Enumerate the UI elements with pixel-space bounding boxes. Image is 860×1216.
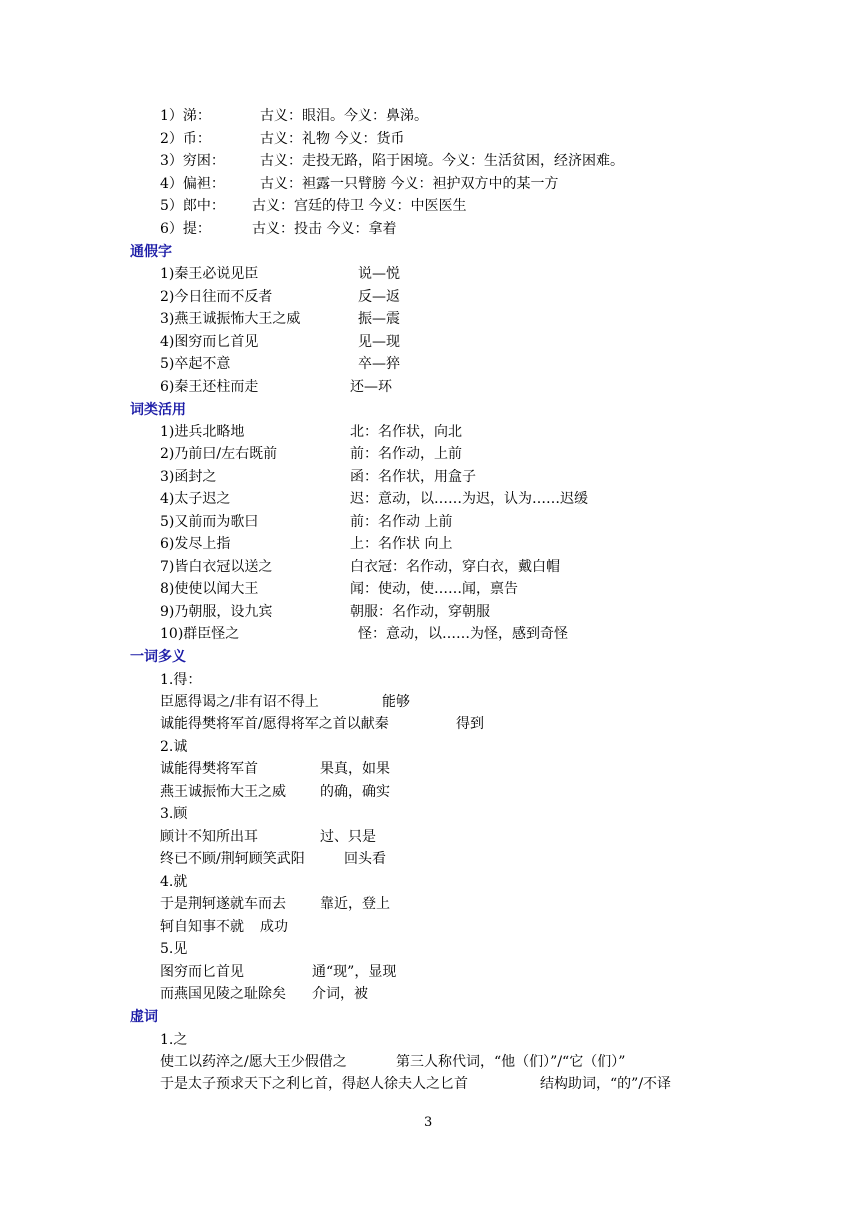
duoyi-text: 于是荆轲遂就车而去 xyxy=(160,896,286,912)
tongjia-item xyxy=(160,264,400,284)
xuci-word: 1.之 xyxy=(160,1032,188,1048)
duoyi-text: 燕王诚振怖大王之威 xyxy=(160,784,286,800)
huoyong-item xyxy=(160,557,560,577)
duoyi-word: 3.顾 xyxy=(160,806,188,822)
xuci-text: 使工以药淬之/愿大王少假借之 xyxy=(160,1054,347,1070)
huoyong-phrase: 8)使使以闻大王 xyxy=(160,581,259,597)
section-heading-duoyi: 一词多义 xyxy=(130,649,186,665)
huoyong-note: 前：名作动 上前 xyxy=(350,514,453,530)
tongjia-item xyxy=(160,309,400,329)
duoyi-row xyxy=(160,827,376,847)
huoyong-note: 闻：使动，使……闻，禀告 xyxy=(350,581,518,597)
duoyi-text: 顾计不知所出耳 xyxy=(160,829,258,845)
duoyi-text: 而燕国见陵之耻除矣 xyxy=(160,986,286,1002)
huoyong-phrase: 3)函封之 xyxy=(160,469,217,485)
duoyi-row xyxy=(160,984,368,1004)
huoyong-note: 白衣冠：名作动，穿白衣，戴白帽 xyxy=(350,559,560,575)
tongjia-item xyxy=(160,332,400,352)
duoyi-meaning: 成功 xyxy=(260,919,288,935)
huoyong-phrase: 2)乃前曰/左右既前 xyxy=(160,446,278,462)
xuci-text: 于是太子预求天下之利匕首，得赵人徐夫人之匕首 xyxy=(160,1076,468,1092)
huoyong-item xyxy=(160,602,490,622)
huoyong-item xyxy=(160,512,453,532)
duoyi-row xyxy=(160,782,390,802)
duoyi-meaning: 回头看 xyxy=(344,851,386,867)
gujin-term: 3）穷困： xyxy=(160,153,225,169)
duoyi-row xyxy=(160,692,410,712)
duoyi-row xyxy=(160,759,390,779)
gujin-term: 2）币： xyxy=(160,131,211,147)
huoyong-note: 朝服：名作动，穿朝服 xyxy=(350,604,490,620)
huoyong-note: 迟：意动，以……为迟，认为……迟缓 xyxy=(350,491,588,507)
duoyi-meaning: 介词，被 xyxy=(312,986,368,1002)
gujin-term: 1）涕： xyxy=(160,108,211,124)
tongjia-note: 说—悦 xyxy=(358,266,400,282)
duoyi-text: 臣愿得谒之/非有诏不得上 xyxy=(160,694,319,710)
duoyi-word: 5.见 xyxy=(160,941,188,957)
duoyi-text: 终已不顾/荆轲顾笑武阳 xyxy=(160,851,305,867)
huoyong-item xyxy=(160,624,568,644)
gujin-def: 古义：眼泪。今义：鼻涕。 xyxy=(260,108,428,124)
gujin-item xyxy=(160,129,405,149)
duoyi-word: 1.得： xyxy=(160,672,202,688)
tongjia-note: 还—环 xyxy=(350,379,392,395)
gujin-item xyxy=(160,174,559,194)
huoyong-item xyxy=(160,489,588,509)
gujin-item xyxy=(160,106,428,126)
duoyi-row xyxy=(160,714,484,734)
duoyi-text: 诚能得樊将军首 xyxy=(160,761,258,777)
tongjia-note: 反—返 xyxy=(358,289,400,305)
huoyong-item xyxy=(160,534,453,554)
xuci-row xyxy=(160,1052,626,1072)
tongjia-item xyxy=(160,354,400,374)
tongjia-note: 卒—猝 xyxy=(358,356,400,372)
tongjia-item xyxy=(160,287,400,307)
huoyong-item xyxy=(160,444,462,464)
xuci-meaning: 第三人称代词，“他（们）”/“它（们）” xyxy=(396,1054,626,1070)
huoyong-note: 函：名作状，用盒子 xyxy=(350,469,476,485)
page-number: 3 xyxy=(424,1115,433,1130)
huoyong-item xyxy=(160,467,476,487)
duoyi-meaning: 过、只是 xyxy=(320,829,376,845)
tongjia-phrase: 5)卒起不意 xyxy=(160,356,231,372)
xuci-row xyxy=(160,1074,672,1094)
duoyi-row xyxy=(160,917,288,937)
duoyi-row xyxy=(160,849,386,869)
huoyong-note: 上：名作状 向上 xyxy=(350,536,453,552)
gujin-def: 古义：宫廷的侍卫 今义：中医医生 xyxy=(252,198,467,214)
tongjia-phrase: 6)秦王还柱而走 xyxy=(160,379,259,395)
huoyong-phrase: 5)又前而为歌曰 xyxy=(160,514,259,530)
huoyong-item xyxy=(160,579,518,599)
huoyong-phrase: 9)乃朝服，设九宾 xyxy=(160,604,273,620)
duoyi-meaning: 靠近，登上 xyxy=(320,896,390,912)
gujin-term: 6）提： xyxy=(160,221,211,237)
section-heading-tongjia: 通假字 xyxy=(130,244,172,260)
huoyong-phrase: 1)进兵北略地 xyxy=(160,424,245,440)
gujin-item xyxy=(160,196,467,216)
gujin-item xyxy=(160,219,397,239)
duoyi-meaning: 能够 xyxy=(382,694,410,710)
tongjia-note: 振—震 xyxy=(358,311,400,327)
gujin-def: 古义：礼物 今义：货币 xyxy=(260,131,405,147)
gujin-def: 古义：走投无路，陷于困境。今义：生活贫困，经济困难。 xyxy=(260,153,624,169)
duoyi-meaning: 果真，如果 xyxy=(320,761,390,777)
tongjia-note: 见—现 xyxy=(358,334,400,350)
gujin-term: 4）偏袒： xyxy=(160,176,225,192)
gujin-item xyxy=(160,151,624,171)
tongjia-phrase: 1)秦王必说见臣 xyxy=(160,266,259,282)
huoyong-note: 北：名作状，向北 xyxy=(350,424,462,440)
huoyong-phrase: 7)皆白衣冠以送之 xyxy=(160,559,273,575)
duoyi-meaning: 的确，确实 xyxy=(320,784,390,800)
huoyong-note: 前：名作动，上前 xyxy=(350,446,462,462)
tongjia-phrase: 3)燕王诚振怖大王之威 xyxy=(160,311,301,327)
tongjia-item xyxy=(160,377,392,397)
duoyi-row xyxy=(160,894,390,914)
section-heading-xuci: 虚词 xyxy=(130,1009,158,1025)
duoyi-word: 4.就 xyxy=(160,874,188,890)
duoyi-text: 诚能得樊将军首/愿得将军之首以献秦 xyxy=(160,716,389,732)
duoyi-text: 图穷而匕首见 xyxy=(160,964,244,980)
tongjia-phrase: 2)今日往而不反者 xyxy=(160,289,273,305)
huoyong-phrase: 6)发尽上指 xyxy=(160,536,231,552)
gujin-term: 5）郎中： xyxy=(160,198,225,214)
tongjia-phrase: 4)图穷而匕首见 xyxy=(160,334,259,350)
huoyong-item xyxy=(160,422,462,442)
section-heading-huoyong: 词类活用 xyxy=(130,402,186,418)
huoyong-phrase: 4)太子迟之 xyxy=(160,491,231,507)
duoyi-meaning: 通“现”，显现 xyxy=(312,964,397,980)
gujin-def: 古义：袒露一只臂膀 今义：袒护双方中的某一方 xyxy=(260,176,559,192)
duoyi-text: 轲自知事不就 xyxy=(160,919,244,935)
huoyong-phrase: 10)群臣怪之 xyxy=(160,626,240,642)
huoyong-note: 怪：意动，以……为怪，感到奇怪 xyxy=(358,626,568,642)
duoyi-meaning: 得到 xyxy=(456,716,484,732)
duoyi-word: 2.诚 xyxy=(160,739,188,755)
duoyi-row xyxy=(160,962,397,982)
gujin-def: 古义：投击 今义：拿着 xyxy=(252,221,397,237)
xuci-meaning: 结构助词，“的”/不译 xyxy=(540,1076,672,1092)
